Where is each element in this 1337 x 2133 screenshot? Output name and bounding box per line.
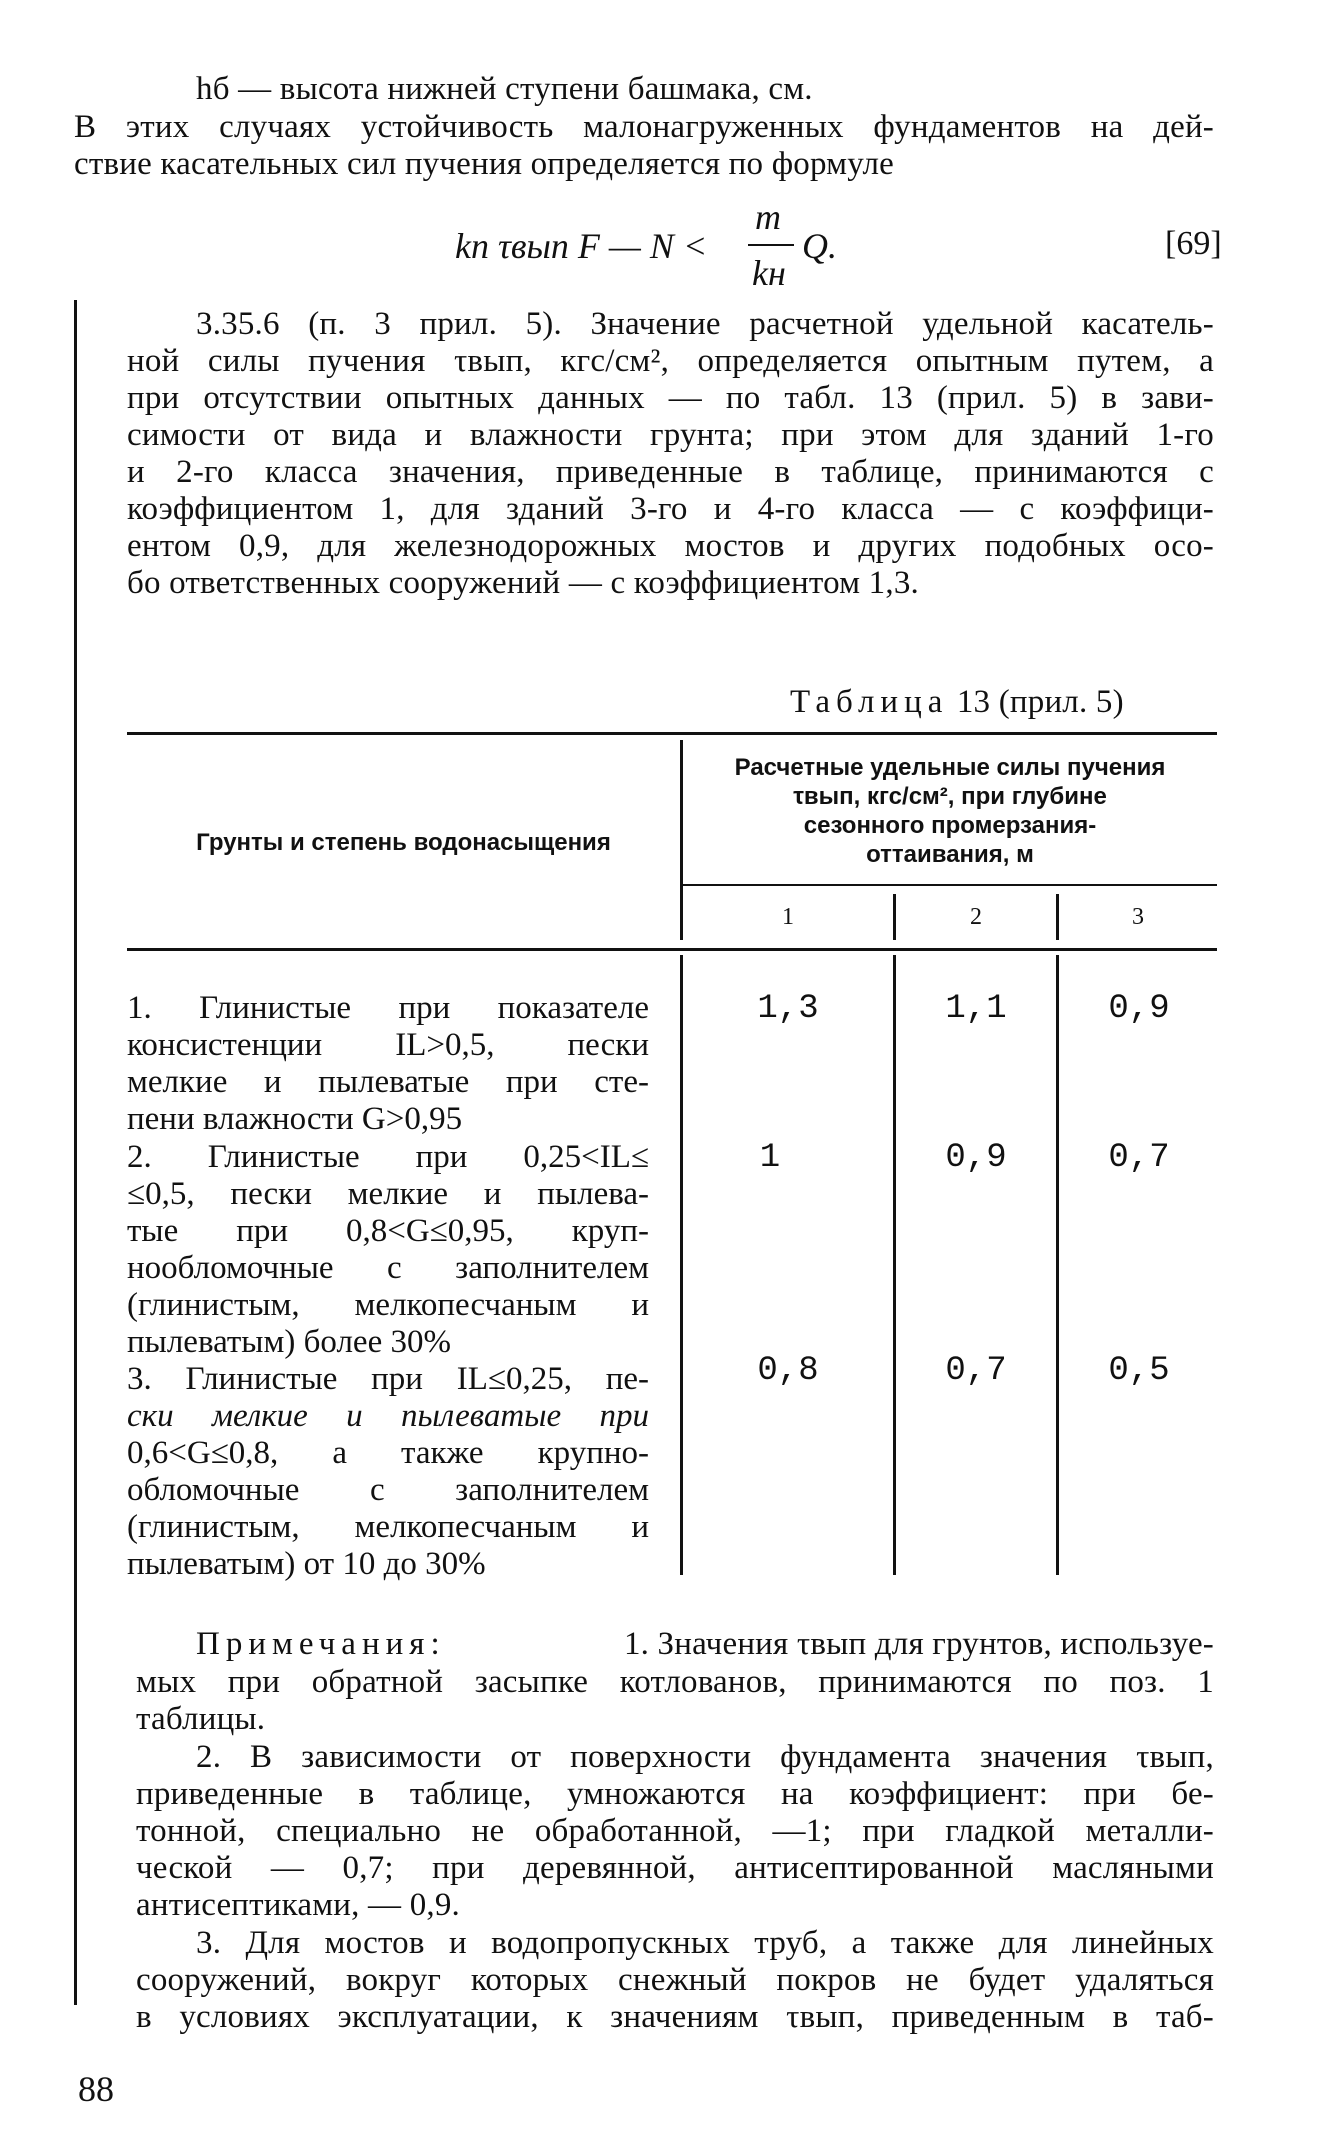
table-row-2-line-1: 2. Глинистые при 0,25<IL≤ xyxy=(127,1139,649,1175)
notes-line-10: сооружений, вокруг которых снежный покров не будет удаляться xyxy=(136,1962,1214,1998)
page-number: 88 xyxy=(78,2069,114,2109)
formula-right: Q. xyxy=(802,226,837,266)
table-row-1-line-4: пени влажности G>0,95 xyxy=(127,1101,463,1137)
table-header-group-line-2: τвып, кгс/см², при глубине xyxy=(793,783,1107,810)
table-header-depth-3: 3 xyxy=(1132,904,1144,930)
table-header-soils: Грунты и степень водонасыщения xyxy=(196,829,611,856)
table-header-group-line-4: оттаивания, м xyxy=(866,841,1034,868)
notes-line-1 xyxy=(196,1625,1214,1663)
table-row-3-line-1: 3. Глинистые при IL≤0,25, пе- xyxy=(127,1361,649,1397)
table-row-2-value-2: 0,9 xyxy=(945,1139,1007,1177)
notes-line-3: таблицы. xyxy=(136,1701,266,1737)
table-body-divider-3 xyxy=(1056,955,1059,1575)
clause-line-7: ентом 0,9, для железнодорожных мостов и других подобных осо- xyxy=(127,528,1214,564)
table-row-2-value-1: 1 xyxy=(759,1139,781,1177)
notes-line-11: в условиях эксплуатации, к значениям τвып, приведенным в таб- xyxy=(136,1999,1214,2035)
formula-denominator: kн xyxy=(752,253,786,293)
notes-label: Примечания: xyxy=(196,1626,446,1662)
table-row-2-line-5: (глинистым, мелкопесчаным и xyxy=(127,1287,649,1323)
notes-line-8: антисептиками, — 0,9. xyxy=(136,1887,461,1923)
table-row-3-line-6: пылеватым) от 10 до 30% xyxy=(127,1546,486,1582)
formula-numerator: m xyxy=(755,197,781,237)
table-row-1-value-2: 1,1 xyxy=(945,990,1007,1028)
clause-line-8: бо ответственных сооружений — с коэффициентом 1,3. xyxy=(127,565,919,601)
table-top-rule xyxy=(127,732,1217,735)
intro-line-1: В этих случаях устойчивость малонагруженных фундаментов на дей- xyxy=(74,109,1214,145)
table-header-group-line-3: сезонного промерзания- xyxy=(803,812,1097,839)
formula-number: [69] xyxy=(1165,225,1222,262)
clause-line-3: при отсутствии опытных данных — по табл. 13 (прил. 5) в зави- xyxy=(127,380,1214,416)
table-header-depth-1: 1 xyxy=(782,904,794,930)
notes-line-1-text: 1. Значения τвып для грунтов, используе- xyxy=(623,1626,1214,1662)
definition-line: hб — высота нижней ступени башмака, см. xyxy=(196,71,813,107)
table-header-depth-2: 2 xyxy=(970,904,982,930)
table-body-divider-2 xyxy=(893,955,896,1575)
table-header-group-line-1: Расчетные удельные силы пучения xyxy=(734,754,1166,781)
notes-line-4: 2. В зависимости от поверхности фундамента значения τвып, xyxy=(196,1739,1214,1775)
notes-line-2: мых при обратной засыпке котлованов, принимаются по поз. 1 xyxy=(136,1664,1214,1700)
table-row-1-value-1: 1,3 xyxy=(757,990,819,1028)
clause-line-5: и 2-го класса значения, приведенные в таблице, принимаются с xyxy=(127,454,1214,490)
clause-line-2: ной силы пучения τвып, кгс/см², определяется опытным путем, а xyxy=(127,343,1214,379)
table-row-3-line-2: ски мелкие и пылеватые при xyxy=(127,1398,649,1434)
table-row-2-line-6: пылеватым) более 30% xyxy=(127,1324,451,1360)
clause-line-1: 3.35.6 (п. 3 прил. 5). Значение расчетной удельной касатель- xyxy=(196,306,1214,342)
notes-line-6: тонной, специально не обработанной, —1; при гладкой металли- xyxy=(136,1813,1214,1849)
table-row-2-line-2: ≤0,5, пески мелкие и пылева- xyxy=(127,1176,649,1212)
table-row-2-value-3: 0,7 xyxy=(1108,1139,1170,1177)
table-row-3-line-5: (глинистым, мелкопесчаным и xyxy=(127,1509,649,1545)
formula-left: kп τвып F — N < xyxy=(455,226,708,266)
intro-line-2: ствие касательных сил пучения определяется по формуле xyxy=(74,146,895,182)
notes-line-7: ческой — 0,7; при деревянной, антисептированной масляными xyxy=(136,1850,1214,1886)
table-row-3-line-4: обломочные с заполнителем xyxy=(127,1472,649,1508)
table-group-rule xyxy=(683,884,1217,886)
table-row-3-line-3: 0,6<G≤0,8, а также крупно- xyxy=(127,1435,649,1471)
formula-fraction-bar xyxy=(748,244,794,246)
margin-change-bar xyxy=(74,300,77,2005)
table-header-bottom-rule xyxy=(127,948,1217,951)
table-row-1-line-1: 1. Глинистые при показателе xyxy=(127,990,649,1026)
notes-line-9: 3. Для мостов и водопропускных труб, а также для линейных xyxy=(196,1925,1214,1961)
table-body-divider-1 xyxy=(680,955,683,1575)
table-caption-rest: 13 (прил. 5) xyxy=(956,684,1124,720)
clause-line-4: симости от вида и влажности грунта; при этом для зданий 1-го xyxy=(127,417,1214,453)
table-row-1-value-3: 0,9 xyxy=(1108,990,1170,1028)
table-row-1-line-3: мелкие и пылеватые при сте- xyxy=(127,1064,649,1100)
table-row-3-value-1: 0,8 xyxy=(757,1352,819,1390)
clause-line-6: коэффициентом 1, для зданий 3-го и 4-го класса — с коэффици- xyxy=(127,491,1214,527)
table-row-2-line-3: тые при 0,8<G≤0,95, круп- xyxy=(127,1213,649,1249)
table-caption xyxy=(790,683,1124,721)
notes-line-5: приведенные в таблице, умножаются на коэффициент: при бе- xyxy=(136,1776,1214,1812)
table-row-3-value-3: 0,5 xyxy=(1108,1352,1170,1390)
table-caption-word: Таблица xyxy=(790,684,949,720)
table-row-1-line-2: консистенции IL>0,5, пески xyxy=(127,1027,649,1063)
table-row-2-line-4: нообломочные с заполнителем xyxy=(127,1250,649,1286)
table-row-3-value-2: 0,7 xyxy=(945,1352,1007,1390)
